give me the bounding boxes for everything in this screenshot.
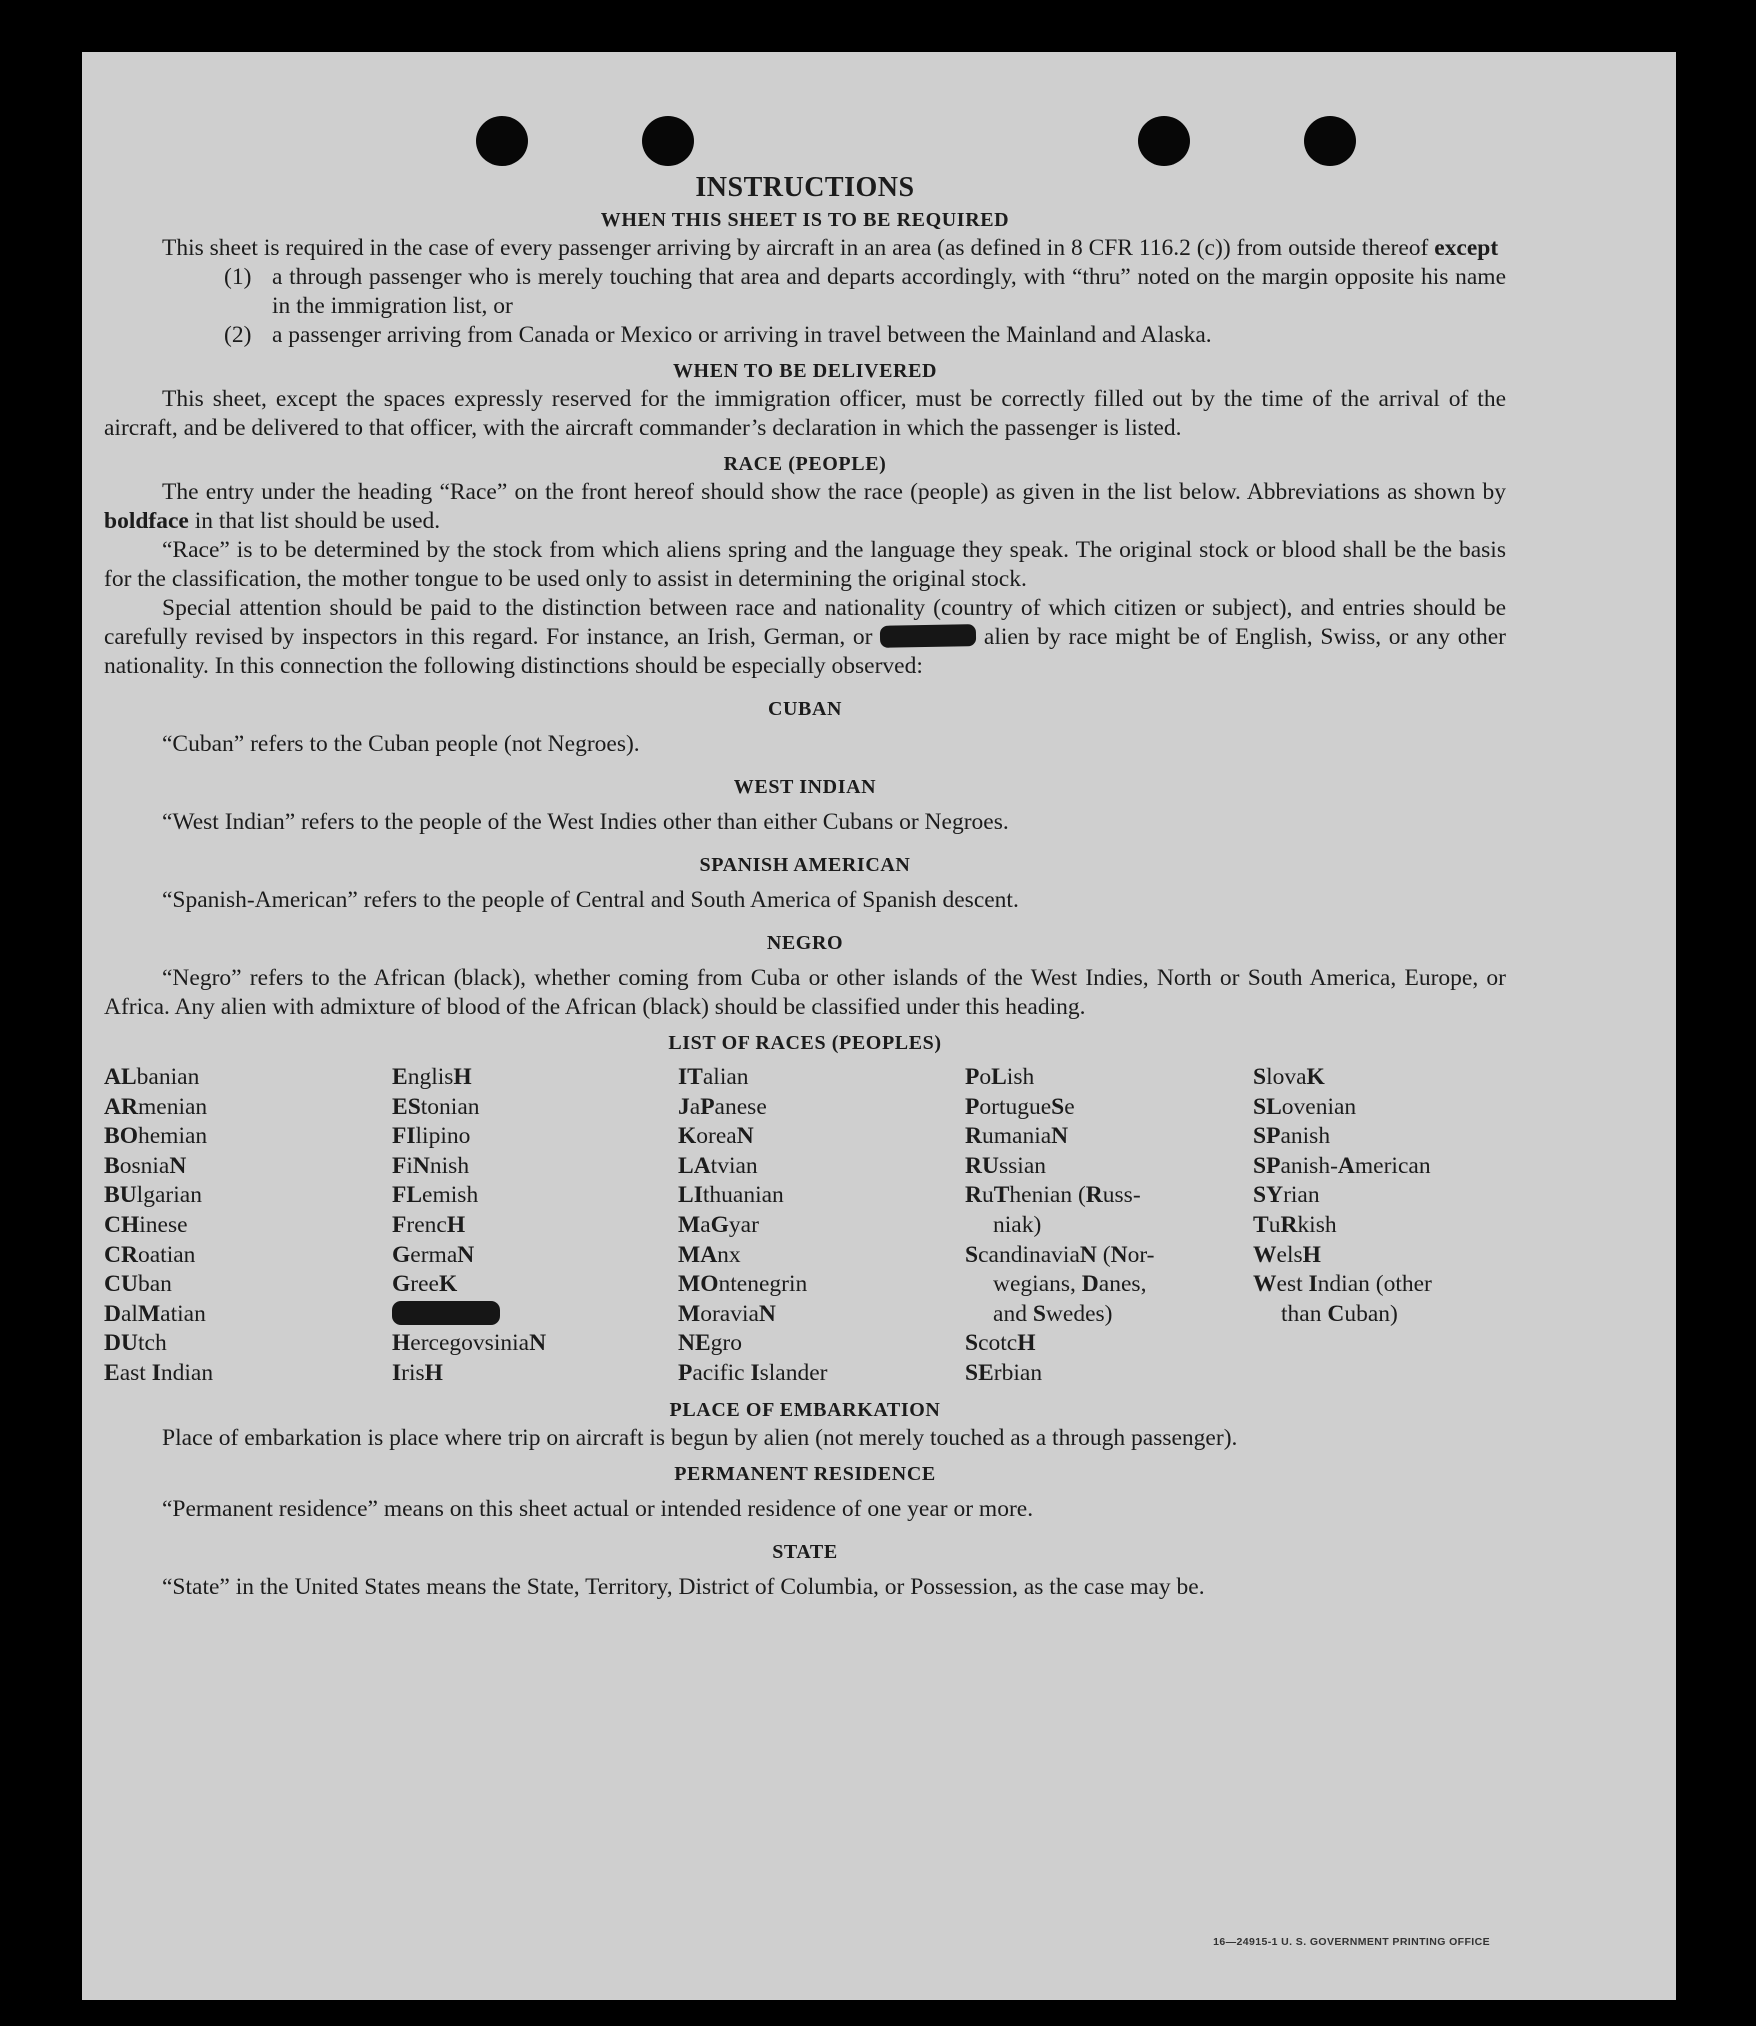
race-entry-continuation: than Cuban) xyxy=(1281,1300,1398,1327)
emphasis-boldface: boldface xyxy=(104,508,189,534)
list-of-races-heading: LIST OF RACES (PEOPLES) xyxy=(668,1032,942,1054)
section-heading-embarkation: PLACE OF EMBARKATION xyxy=(669,1398,941,1421)
race-entry: MOntenegrin xyxy=(678,1271,808,1298)
race-entry: SErbian xyxy=(965,1359,1043,1386)
race-paragraph-3: Special attention should be paid to the distinction between race and nationality (country of which citizen or subject), and entries should be carefully revised by inspectors in this regard. For instance, an Irish, German, or alien by race might be of English, Swiss, or any other nationality. In this connection the following distinctions should be especially observed: xyxy=(104,595,1506,679)
section-heading-cuban: CUBAN xyxy=(767,698,843,720)
section-heading-state: STATE xyxy=(772,1540,838,1563)
races-list xyxy=(104,1063,1506,1389)
races-column xyxy=(1253,1063,1506,1389)
emphasis-except: except xyxy=(1434,235,1499,261)
redaction-mark xyxy=(392,1301,500,1325)
race-entry: SPanish-American xyxy=(1253,1152,1431,1179)
section-heading-when-required: WHEN THIS SHEET IS TO BE REQUIRED xyxy=(600,209,1010,231)
section-heading-spanish-american: SPANISH AMERICAN xyxy=(699,854,911,876)
section-heading-west-indian: WEST INDIAN xyxy=(733,776,877,798)
race-entry: KoreaN xyxy=(678,1123,754,1150)
race-entry-continuation: wegians, Danes, xyxy=(993,1271,1147,1298)
race-entry: HercegovsiniaN xyxy=(392,1330,547,1357)
when-delivered-text: This sheet, except the spaces expressly reserved for the immigration officer, must be correctly filled out by the time of the arrival of the aircraft, and be delivered to that officer, with the aircraft commander’s declaration in which the passenger is listed. xyxy=(104,386,1506,441)
punch-hole xyxy=(1138,116,1190,166)
punch-hole xyxy=(1304,116,1356,166)
punch-hole xyxy=(642,116,694,166)
races-column xyxy=(392,1063,678,1389)
race-entry-continuation: niak) xyxy=(993,1211,1042,1238)
race-entry: MAnx xyxy=(678,1241,741,1268)
race-entry: SlovaK xyxy=(1253,1064,1325,1090)
race-entry: Pacific Islander xyxy=(678,1359,828,1386)
race-entry: NEgro xyxy=(678,1330,742,1357)
document-page xyxy=(82,52,1676,2000)
item-text: a through passenger who is merely touching that area and departs accordingly, with “thru” noted on the margin opposite his name in the immigration list, or xyxy=(272,264,1506,319)
west-indian-text: “West Indian” refers to the people of the West Indies other than either Cubans or Negroes. xyxy=(162,809,1009,835)
item-text: a passenger arriving from Canada or Mexico or arriving in travel between the Mainland and Alaska. xyxy=(272,322,1212,348)
race-entry: ALbanian xyxy=(104,1064,200,1090)
race-entry: CUban xyxy=(104,1271,172,1298)
race-entry: ARmenian xyxy=(104,1093,208,1120)
race-entry: BUlgarian xyxy=(104,1182,202,1209)
exception-item xyxy=(104,263,1506,321)
race-entry: MaGyar xyxy=(678,1211,759,1238)
race-entry: EnglisH xyxy=(392,1064,472,1090)
race-entry: CHinese xyxy=(104,1211,188,1238)
race-entry: FIlipino xyxy=(392,1123,471,1150)
race-entry: RuThenian (Russ- xyxy=(965,1182,1141,1209)
when-required-intro: This sheet is required in the case of every passenger arriving by aircraft in an area (as defined in 8 CFR 116.2 (c)) from outside thereof except xyxy=(162,235,1499,261)
item-number: (2) xyxy=(224,322,252,348)
race-entry: TuRkish xyxy=(1253,1211,1337,1238)
race-entry: RumaniaN xyxy=(965,1123,1069,1150)
residence-text: “Permanent residence” means on this sheet actual or intended residence of one year or more. xyxy=(162,1495,1034,1522)
state-text: “State” in the United States means the State, Territory, District of Columbia, or Possession, as the case may be. xyxy=(162,1573,1205,1600)
race-entry: West Indian (other xyxy=(1253,1271,1432,1298)
page-title: INSTRUCTIONS xyxy=(695,172,915,203)
race-entry: ScotcH xyxy=(965,1330,1036,1357)
instructions-content xyxy=(104,170,1506,1602)
race-entry-redacted xyxy=(392,1300,678,1330)
item-number: (1) xyxy=(224,264,252,290)
race-entry: MoraviaN xyxy=(678,1300,776,1327)
race-entry-continuation: and Swedes) xyxy=(993,1300,1113,1327)
race-entry: PortugueSe xyxy=(965,1093,1075,1120)
race-entry: LAtvian xyxy=(678,1152,758,1179)
section-heading-negro: NEGRO xyxy=(766,932,844,954)
race-entry: BOhemian xyxy=(104,1123,208,1150)
race-entry: FrencH xyxy=(392,1211,466,1238)
races-column xyxy=(104,1063,392,1389)
race-entry: WelsH xyxy=(1253,1241,1321,1268)
race-entry: CRoatian xyxy=(104,1241,196,1268)
races-column xyxy=(965,1063,1253,1389)
race-entry: SLovenian xyxy=(1253,1093,1357,1120)
race-entry: SPanish xyxy=(1253,1123,1331,1150)
race-paragraph-2: “Race” is to be determined by the stock from which aliens spring and the language they speak. The original stock or blood shall be the basis for the classification, the mother tongue to be used only to assist in determining the original stock. xyxy=(104,537,1506,592)
race-entry: JaPanese xyxy=(678,1093,767,1120)
section-heading-race: RACE (PEOPLE) xyxy=(723,453,887,475)
race-entry: LIthuanian xyxy=(678,1182,784,1209)
race-entry: FiNnish xyxy=(392,1152,470,1179)
race-entry: PoLish xyxy=(965,1064,1035,1090)
section-heading-permanent-residence: PERMANENT RESIDENCE xyxy=(674,1462,936,1485)
race-entry: SYrian xyxy=(1253,1182,1320,1209)
race-entry: DalMatian xyxy=(104,1300,206,1327)
negro-text: “Negro” refers to the African (black), whether coming from Cuba or other islands of the West Indies, North or South America, Europe, or Africa. Any alien with admixture of blood of the African (black) should be classified under this heading. xyxy=(104,965,1506,1020)
race-entry: ScandinaviaN (Nor- xyxy=(965,1241,1155,1268)
exception-item xyxy=(104,321,1506,350)
printer-imprint: 16—24915-1 U. S. GOVERNMENT PRINTING OFFICE xyxy=(1213,1936,1490,1948)
race-entry: GreeK xyxy=(392,1271,458,1298)
race-paragraph-1: The entry under the heading “Race” on the front hereof should show the race (people) as given in the list below. Abbreviations as shown by boldface in that list should be used. xyxy=(104,479,1506,534)
race-entry: DUtch xyxy=(104,1330,167,1357)
races-column xyxy=(678,1063,965,1389)
embarkation-text: Place of embarkation is place where trip on aircraft is begun by alien (not merely touched as a through passenger). xyxy=(162,1424,1238,1451)
race-entry: FLemish xyxy=(392,1182,479,1209)
race-entry: GermaN xyxy=(392,1241,475,1268)
redaction-mark xyxy=(880,624,976,648)
race-entry: IrisH xyxy=(392,1359,443,1386)
race-entry: East Indian xyxy=(104,1359,214,1386)
race-entry: BosniaN xyxy=(104,1152,187,1179)
section-heading-when-delivered: WHEN TO BE DELIVERED xyxy=(672,360,938,382)
race-entry: RUssian xyxy=(965,1152,1046,1179)
cuban-text: “Cuban” refers to the Cuban people (not Negroes). xyxy=(162,731,640,757)
punch-hole xyxy=(476,116,528,166)
race-entry: EStonian xyxy=(392,1093,480,1120)
spanish-american-text: “Spanish-American” refers to the people of Central and South America of Spanish descent. xyxy=(162,887,1019,913)
race-entry: ITalian xyxy=(678,1064,749,1090)
